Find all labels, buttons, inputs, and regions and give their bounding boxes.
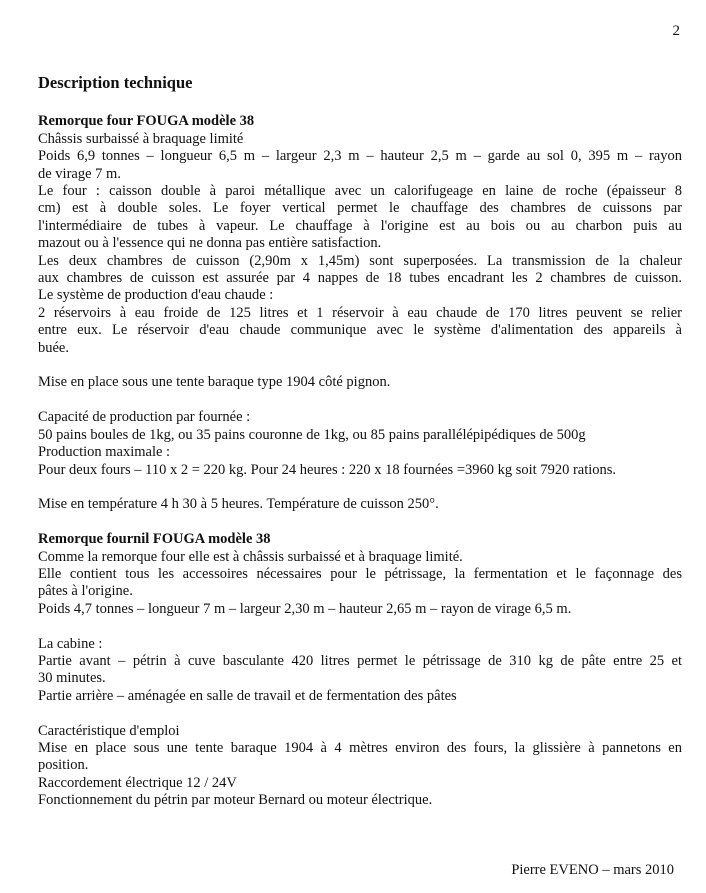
water-line-1: 2 réservoirs à eau froide de 125 litres et 1 réservoir à eau chaude de 170 litres peuvent se relier xyxy=(38,304,682,321)
section-heading-four: Remorque four FOUGA modèle 38 xyxy=(38,113,255,130)
chambers-line-1: Les deux chambres de cuisson (2,90m x 1,45m) sont superposées. La transmission de la chaleur xyxy=(38,252,682,269)
temperature-line: Mise en température 4 h 30 à 5 heures. Température de cuisson 250°. xyxy=(38,496,439,513)
page-number: 2 xyxy=(672,23,680,39)
usage-intro: Caractéristique d'emploi xyxy=(38,722,180,739)
document-title: Description technique xyxy=(38,73,193,92)
section-heading-fournil: Remorque fournil FOUGA modèle 38 xyxy=(38,531,271,548)
cabin-rear: Partie arrière – aménagée en salle de travail et de fermentation des pâtes xyxy=(38,687,457,704)
cabin-intro: La cabine : xyxy=(38,635,103,652)
fournil-contents-1: Elle contient tous les accessoires nécessaires pour le pétrissage, la fermentation et le façonnage des xyxy=(38,565,682,582)
usage-line-2: position. xyxy=(38,757,89,774)
oven-line-2: cm) est à double soles. Le foyer vertical permet le chauffage des chambres de cuissons par xyxy=(38,200,682,217)
weight-line-2: de virage 7 m. xyxy=(38,165,121,182)
max-production-detail: Pour deux fours – 110 x 2 = 220 kg. Pour 24 heures : 220 x 18 fournées =3960 kg soit 7920 rations. xyxy=(38,461,617,478)
fournil-contents-2: pâtes à l'origine. xyxy=(38,583,133,600)
chassis-line: Châssis surbaissé à braquage limité xyxy=(38,130,244,147)
usage-line-1: Mise en place sous une tente baraque 1904 à 4 mètres environ des fours, la glissière à pannetons en xyxy=(38,739,682,756)
electric-line: Raccordement électrique 12 / 24V xyxy=(38,774,237,791)
water-line-3: buée. xyxy=(38,339,69,356)
water-intro: Le système de production d'eau chaude : xyxy=(38,287,274,304)
placement-line: Mise en place sous une tente baraque type 1904 côté pignon. xyxy=(38,374,391,391)
oven-line-1: Le four : caisson double à paroi métallique avec un calorifugeage en laine de roche (épaisseur 8 xyxy=(38,183,682,200)
capacity-intro: Capacité de production par fournée : xyxy=(38,409,251,426)
cabin-front-1: Partie avant – pétrin à cuve basculante 420 litres permet le pétrissage de 310 kg de pâte entre 25 et xyxy=(38,652,682,669)
weight-line-1: Poids 6,9 tonnes – longueur 6,5 m – largeur 2,3 m – hauteur 2,5 m – garde au sol 0, 395 m – rayon xyxy=(38,148,682,165)
fournil-weight: Poids 4,7 tonnes – longueur 7 m – largeur 2,30 m – hauteur 2,65 m – rayon de virage 6,5 m. xyxy=(38,600,572,617)
oven-line-3: l'intermédiaire de tubes à vapeur. Le chauffage à l'origine est au bois ou au charbon puis au xyxy=(38,217,682,234)
water-line-2: entre eux. Le réservoir d'eau chaude communique avec le système d'alimentation des appareils à xyxy=(38,322,682,339)
oven-line-4: mazout ou à l'essence qui ne donna pas entière satisfaction. xyxy=(38,235,382,252)
cabin-front-2: 30 minutes. xyxy=(38,670,106,687)
max-production-intro: Production maximale : xyxy=(38,444,171,461)
document-body xyxy=(38,74,682,810)
chambers-line-2: aux chambres de cuisson est assurée par 4 nappes de 18 tubes encadrant les 2 chambres de cuisson. xyxy=(38,270,682,287)
motor-line: Fonctionnement du pétrin par moteur Bernard ou moteur électrique. xyxy=(38,792,433,809)
signature: Pierre EVENO – mars 2010 xyxy=(511,862,674,878)
capacity-detail: 50 pains boules de 1kg, ou 35 pains couronne de 1kg, ou 85 pains parallélépipédiques de 500g xyxy=(38,426,586,443)
fournil-intro: Comme la remorque four elle est à châssis surbaissé et à braquage limité. xyxy=(38,548,463,565)
